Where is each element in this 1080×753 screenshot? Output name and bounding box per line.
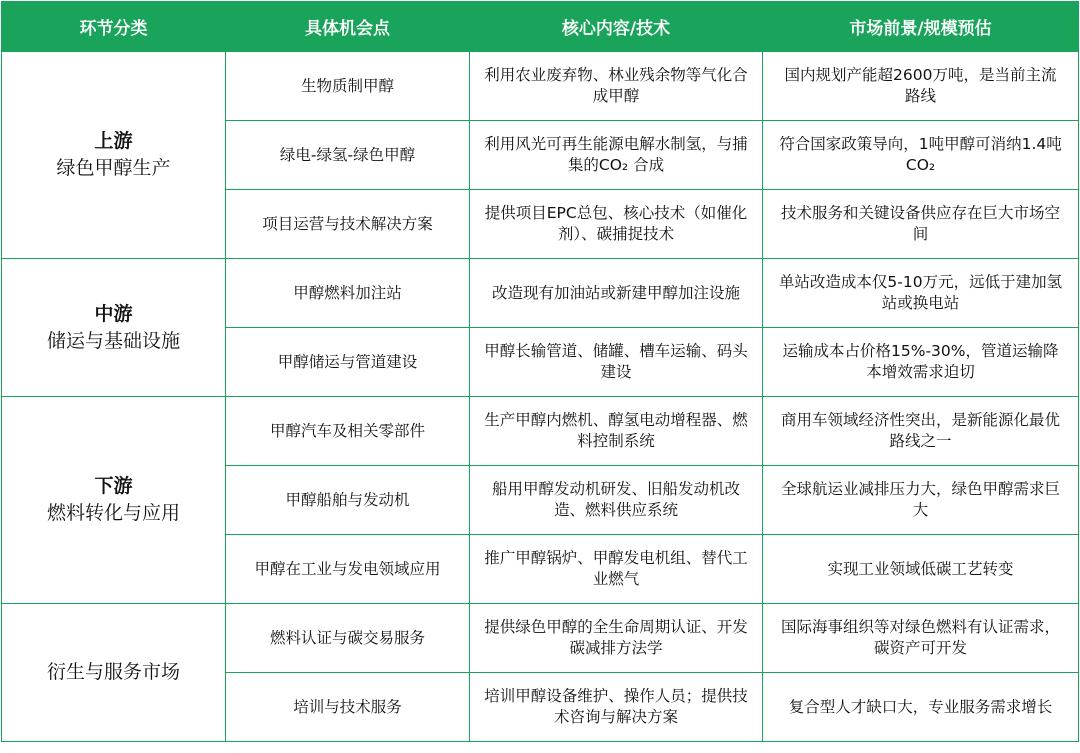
content-cell: 甲醇长输管道、储罐、槽车运输、码头建设: [470, 328, 763, 397]
table-header-row: [2, 2, 1079, 52]
header-core-content: 核心内容/技术: [470, 2, 763, 52]
opportunity-cell: 甲醇船舶与发动机: [226, 466, 470, 535]
header-outlook: 市场前景/规模预估: [763, 2, 1079, 52]
segment-title: 中游: [94, 302, 133, 325]
segment-cell-services: [2, 604, 226, 742]
segment-title: 下游: [94, 475, 133, 497]
outlook-cell: 商用车领域经济性突出，是新能源化最优路线之一: [763, 397, 1079, 466]
content-cell: 利用农业废弃物、林业残余物等气化合成甲醇: [470, 52, 763, 121]
opportunity-cell: 燃料认证与碳交易服务: [226, 604, 470, 673]
segment-subtitle: 储运与基础设施: [46, 329, 180, 352]
opportunity-cell: 甲醇汽车及相关零部件: [226, 397, 470, 466]
opportunity-cell: 项目运营与技术解决方案: [226, 190, 470, 259]
opportunity-cell: 绿电-绿氢-绿色甲醇: [226, 121, 470, 190]
segment-subtitle: 绿色甲醇生产: [56, 157, 171, 179]
content-cell: 船用甲醇发动机研发、旧船发动机改造、燃料供应系统: [470, 466, 763, 535]
table-row: [2, 52, 1079, 121]
content-cell: 改造现有加油站或新建甲醇加注设施: [470, 259, 763, 328]
segment-cell-midstream: [2, 259, 226, 397]
table-row: [2, 604, 1079, 673]
table-row: [2, 259, 1079, 328]
segment-title: 上游: [94, 130, 133, 152]
segment-subtitle: 衍生与服务市场: [46, 661, 180, 683]
outlook-cell: 技术服务和关键设备供应存在巨大市场空间: [763, 190, 1079, 259]
header-opportunity: 具体机会点: [226, 2, 470, 52]
opportunity-cell: 生物质制甲醇: [226, 52, 470, 121]
outlook-cell: 全球航运业减排压力大，绿色甲醇需求巨大: [763, 466, 1079, 535]
opportunity-cell: 培训与技术服务: [226, 673, 470, 742]
opportunity-cell: 甲醇储运与管道建设: [226, 328, 470, 397]
outlook-cell: 运输成本占价格15%-30%，管道运输降本增效需求迫切: [763, 328, 1079, 397]
opportunity-cell: 甲醇燃料加注站: [226, 259, 470, 328]
segment-subtitle: 燃料转化与应用: [46, 502, 180, 524]
content-cell: 生产甲醇内燃机、醇氢电动增程器、燃料控制系统: [470, 397, 763, 466]
opportunity-table: [1, 1, 1079, 742]
table-row: [2, 397, 1079, 466]
content-cell: 培训甲醇设备维护、操作人员；提供技术咨询与解决方案: [470, 673, 763, 742]
content-cell: 推广甲醇锅炉、甲醇发电机组、替代工业燃气: [470, 535, 763, 604]
outlook-cell: 复合型人才缺口大，专业服务需求增长: [763, 673, 1079, 742]
content-cell: 利用风光可再生能源电解水制氢，与捕集的CO₂ 合成: [470, 121, 763, 190]
outlook-cell: 符合国家政策导向，1吨甲醇可消纳1.4吨CO₂: [763, 121, 1079, 190]
segment-cell-downstream: [2, 397, 226, 604]
segment-cell-upstream: [2, 52, 226, 259]
outlook-cell: 单站改造成本仅5-10万元，远低于建加氢站或换电站: [763, 259, 1079, 328]
content-cell: 提供绿色甲醇的全生命周期认证、开发碳减排方法学: [470, 604, 763, 673]
content-cell: 提供项目EPC总包、核心技术（如催化剂）、碳捕捉技术: [470, 190, 763, 259]
outlook-cell: 国内规划产能超2600万吨，是当前主流路线: [763, 52, 1079, 121]
opportunity-cell: 甲醇在工业与发电领域应用: [226, 535, 470, 604]
outlook-cell: 实现工业领域低碳工艺转变: [763, 535, 1079, 604]
outlook-cell: 国际海事组织等对绿色燃料有认证需求，碳资产可开发: [763, 604, 1079, 673]
header-segment: 环节分类: [2, 2, 226, 52]
